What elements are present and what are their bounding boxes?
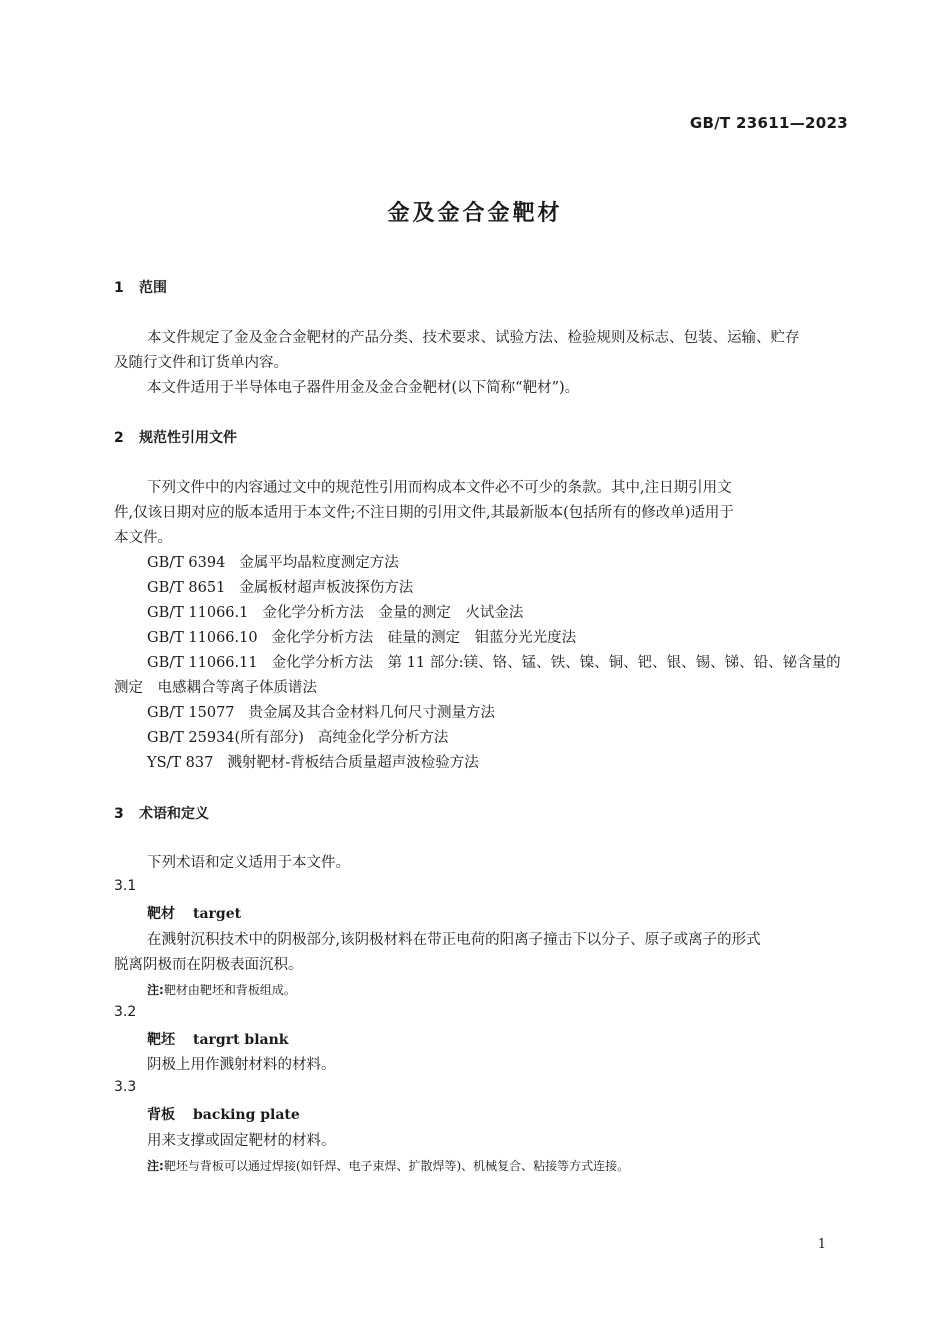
reference-code: YS/T 837 <box>147 755 214 771</box>
reference-title: 高纯金化学分析方法 <box>317 730 449 746</box>
term-definition-line-1: 阴极上用作溅射材料的材料。 <box>147 1057 336 1073</box>
term-name-zh: 靶材 <box>147 906 175 922</box>
scope-paragraph-1-line-1: 本文件规定了金及金合金靶材的产品分类、技术要求、试验方法、检验规则及标志、包装、运输、贮存 <box>147 330 800 346</box>
reference-title: 金化学分析方法 硅量的测定 钼蓝分光光度法 <box>271 630 577 646</box>
note-label: 注: <box>147 1159 164 1173</box>
term-name-zh: 背板 <box>147 1107 175 1123</box>
reference-item <box>147 551 399 572</box>
terms-intro: 下列术语和定义适用于本文件。 <box>147 855 350 871</box>
term-number: 3.3 <box>114 1079 137 1095</box>
reference-item <box>147 651 841 672</box>
scope-paragraph-1-line-2: 及随行文件和订货单内容。 <box>114 355 288 371</box>
reference-code: GB/T 6394 <box>147 555 226 571</box>
page-number: 1 <box>817 1237 826 1252</box>
reference-code: GB/T 15077 <box>147 705 235 721</box>
reference-item <box>147 626 576 647</box>
reference-item <box>147 576 413 597</box>
standard-number: GB/T 23611—2023 <box>689 114 848 132</box>
reference-title: 溅射靶材-背板结合质量超声波检验方法 <box>227 755 479 771</box>
reference-code: GB/T 11066.10 <box>147 630 258 646</box>
scope-paragraph-2: 本文件适用于半导体电子器件用金及金合金靶材(以下简称“靶材”)。 <box>147 380 580 396</box>
term-name-zh: 靶坯 <box>147 1032 175 1048</box>
references-intro-line-1: 下列文件中的内容通过文中的规范性引用而构成本文件必不可少的条款。其中,注日期引用文 <box>147 480 732 496</box>
reference-code: GB/T 11066.11 <box>147 655 258 671</box>
term-number: 3.1 <box>114 878 137 894</box>
section-title: 规范性引用文件 <box>139 430 237 446</box>
note-label: 注: <box>147 983 164 997</box>
section-number: 1 <box>114 280 124 296</box>
term-heading <box>147 1029 288 1049</box>
note-text: 靶坯与背板可以通过焊接(如钎焊、电子束焊、扩散焊等)、机械复合、粘接等方式连接。 <box>163 1159 630 1173</box>
reference-item-continuation: 测定 电感耦合等离子体质谱法 <box>114 680 317 696</box>
section-number: 2 <box>114 430 124 446</box>
reference-title: 金属板材超声板波探伤方法 <box>239 580 414 596</box>
reference-code: GB/T 8651 <box>147 580 226 596</box>
reference-code: GB/T 25934(所有部分) <box>147 730 304 746</box>
term-heading <box>147 1104 300 1124</box>
reference-item <box>147 726 448 747</box>
reference-title: 金化学分析方法 金量的测定 火试金法 <box>262 605 524 621</box>
section-3-heading <box>114 803 209 823</box>
reference-code: GB/T 11066.1 <box>147 605 249 621</box>
term-name-en: target <box>193 906 242 922</box>
reference-title: 贵金属及其合金材料几何尺寸测量方法 <box>248 705 496 721</box>
term-name-en: targrt blank <box>193 1032 289 1048</box>
section-title: 范围 <box>139 280 167 296</box>
term-number: 3.2 <box>114 1004 137 1020</box>
term-name-en: backing plate <box>193 1107 300 1123</box>
section-2-heading <box>114 427 237 447</box>
reference-title: 金化学分析方法 第 11 部分:镁、铬、锰、铁、镍、铜、钯、银、锡、锑、铅、铋含量的 <box>271 655 841 671</box>
term-heading <box>147 903 241 923</box>
note-text: 靶材由靶坯和背板组成。 <box>163 983 296 997</box>
term-definition-line-1: 用来支撑或固定靶材的材料。 <box>147 1133 336 1149</box>
references-intro-line-2: 件,仅该日期对应的版本适用于本文件;不注日期的引用文件,其最新版本(包括所有的修改单)适用于 <box>114 505 734 521</box>
reference-item <box>147 701 495 722</box>
term-definition-line-2: 脱离阴极而在阴极表面沉积。 <box>114 957 303 973</box>
term-definition-line-1: 在溅射沉积技术中的阴极部分,该阴极材料在带正电荷的阳离子撞击下以分子、原子或离子的形式 <box>147 932 761 948</box>
references-intro-line-3: 本文件。 <box>114 530 172 546</box>
section-title: 术语和定义 <box>139 806 209 822</box>
reference-item <box>147 601 523 622</box>
reference-title: 金属平均晶粒度测定方法 <box>239 555 399 571</box>
document-title: 金及金合金靶材 <box>387 201 563 226</box>
section-1-heading <box>114 277 167 297</box>
term-note <box>147 981 296 998</box>
term-note <box>147 1157 629 1174</box>
section-number: 3 <box>114 806 124 822</box>
reference-item <box>147 751 479 772</box>
